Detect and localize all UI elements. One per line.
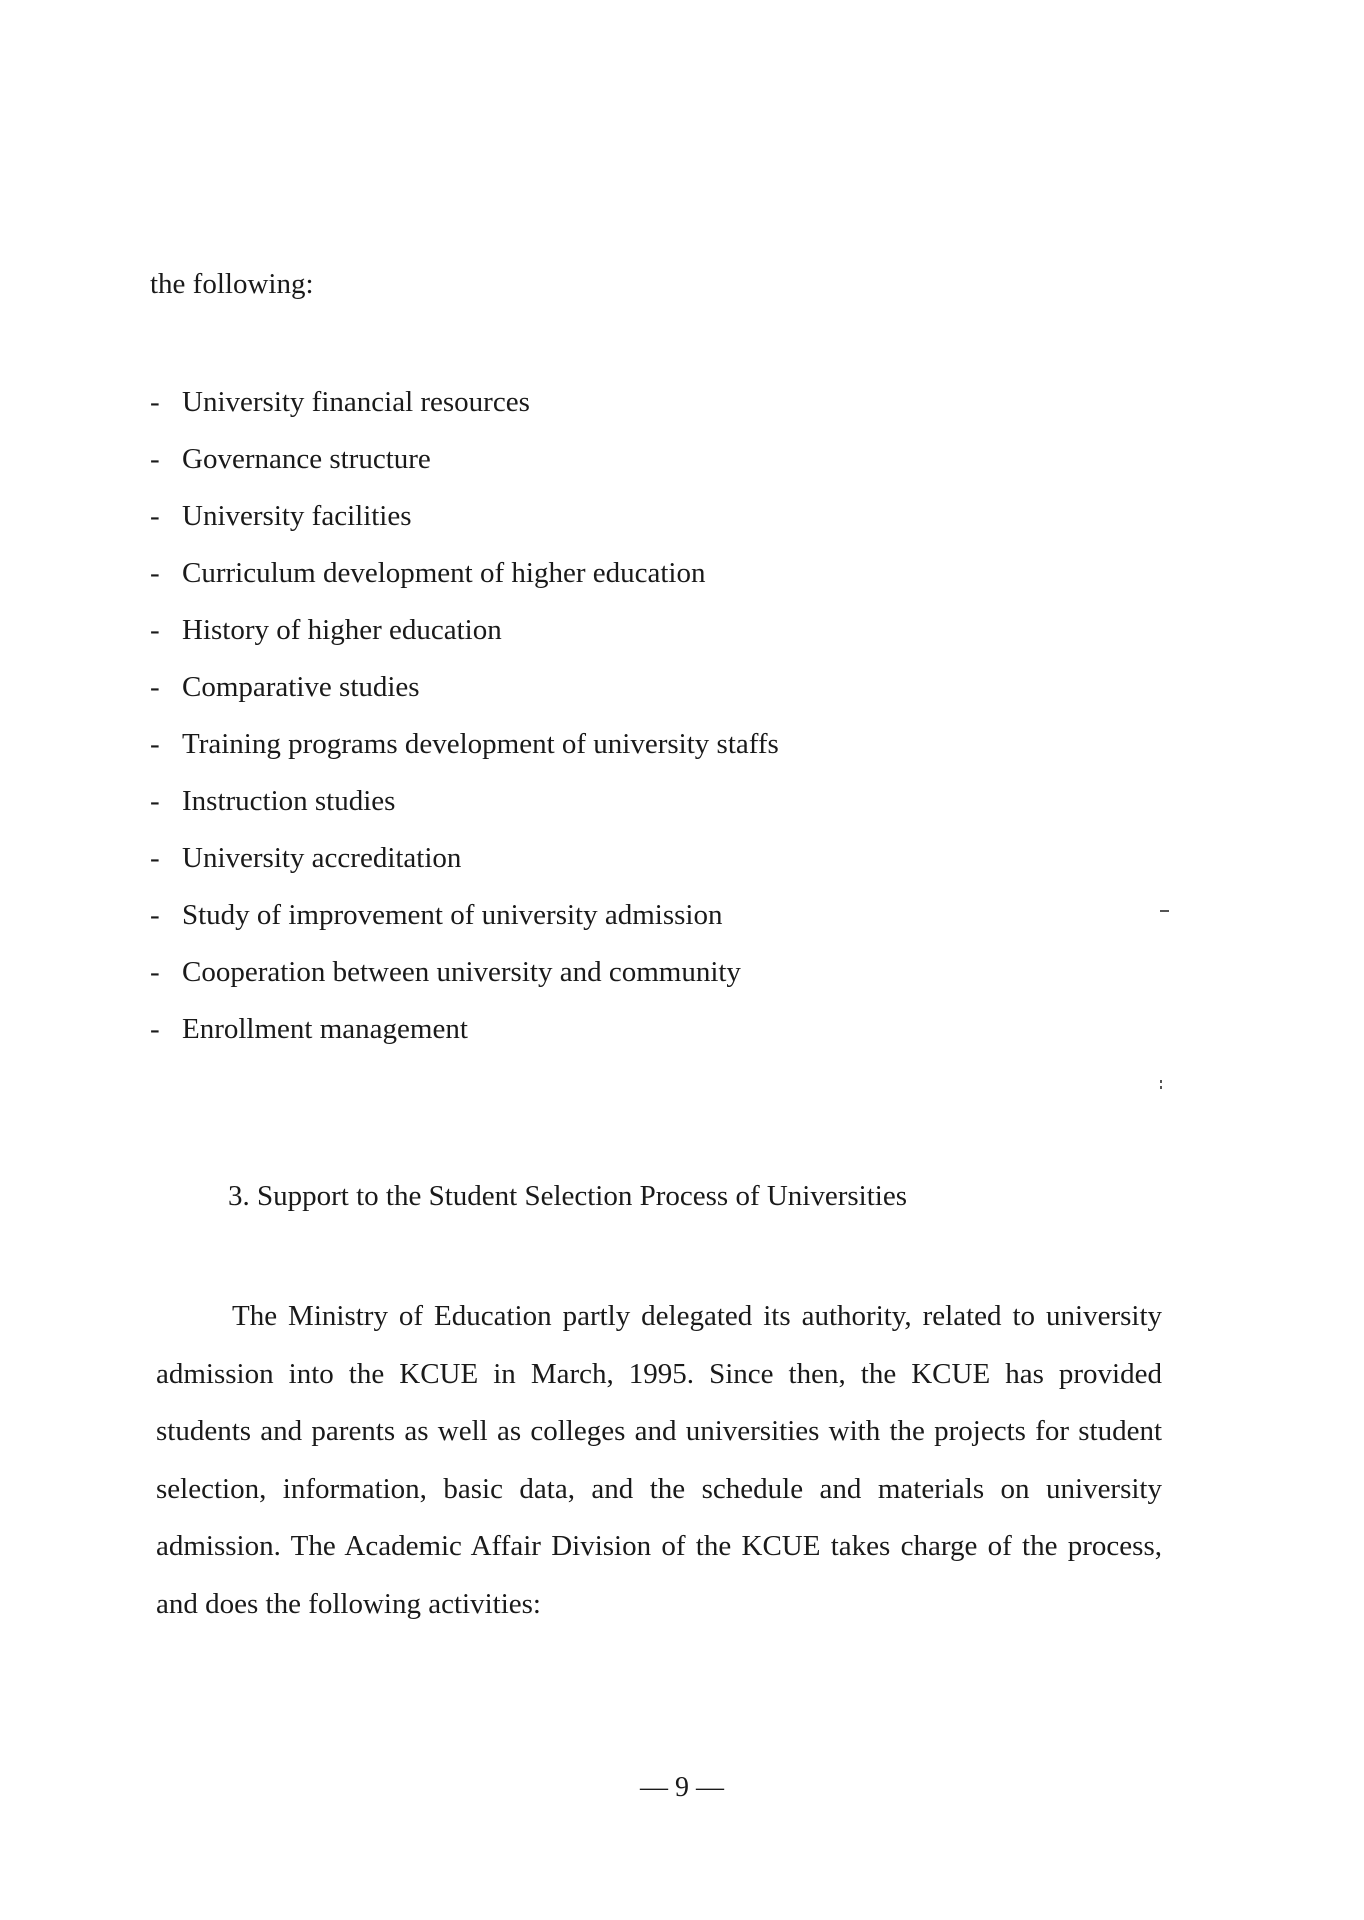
list-item-text: Comparative studies	[182, 671, 420, 703]
section-heading: 3. Support to the Student Selection Process of Universities	[228, 1180, 908, 1212]
body-paragraph: The Ministry of Education partly delegated its authority, related to university admission into the KCUE in March, 1995. Since then, the KCUE has provided students and parents as well as colleges and universities with the projects for student selection, information, basic data, and the schedule and materials on university admission. The Academic Affair Division of the KCUE takes charge of the process, and does the following activities:	[156, 1300, 1162, 1620]
list-marker: -	[150, 1013, 160, 1045]
scan-speck	[1160, 910, 1169, 912]
list-marker: -	[150, 386, 160, 418]
list-item-text: University facilities	[182, 500, 412, 532]
list-marker: -	[150, 899, 160, 931]
list-item	[150, 840, 779, 897]
list-item	[150, 384, 779, 441]
topic-list	[150, 384, 779, 1068]
list-item	[150, 954, 779, 1011]
list-item-text: Instruction studies	[182, 785, 396, 817]
list-item-text: History of higher education	[182, 614, 502, 646]
scan-speck	[1160, 1080, 1162, 1083]
list-item-text: Enrollment management	[182, 1013, 468, 1045]
list-marker: -	[150, 842, 160, 874]
list-marker: -	[150, 671, 160, 703]
list-marker: -	[150, 956, 160, 988]
list-marker: -	[150, 500, 160, 532]
list-marker: -	[150, 785, 160, 817]
list-item	[150, 726, 779, 783]
list-marker: -	[150, 557, 160, 589]
list-item-text: Cooperation between university and community	[182, 956, 741, 988]
list-item	[150, 1011, 779, 1068]
scan-speck	[1160, 1086, 1162, 1089]
list-marker: -	[150, 443, 160, 475]
list-item-text: University accreditation	[182, 842, 462, 874]
list-marker: -	[150, 614, 160, 646]
intro-line: the following:	[150, 268, 314, 300]
list-item	[150, 669, 779, 726]
list-item	[150, 612, 779, 669]
page-number: — 9 —	[640, 1772, 724, 1803]
list-item-text: Curriculum development of higher education	[182, 557, 706, 589]
list-item	[150, 555, 779, 612]
list-item-text: Study of improvement of university admission	[182, 899, 723, 931]
list-item	[150, 441, 779, 498]
list-item-text: Governance structure	[182, 443, 431, 475]
list-item	[150, 897, 779, 954]
list-item	[150, 783, 779, 840]
list-item-text: Training programs development of university staffs	[182, 728, 779, 760]
list-item-text: University financial resources	[182, 386, 530, 418]
list-item	[150, 498, 779, 555]
list-marker: -	[150, 728, 160, 760]
